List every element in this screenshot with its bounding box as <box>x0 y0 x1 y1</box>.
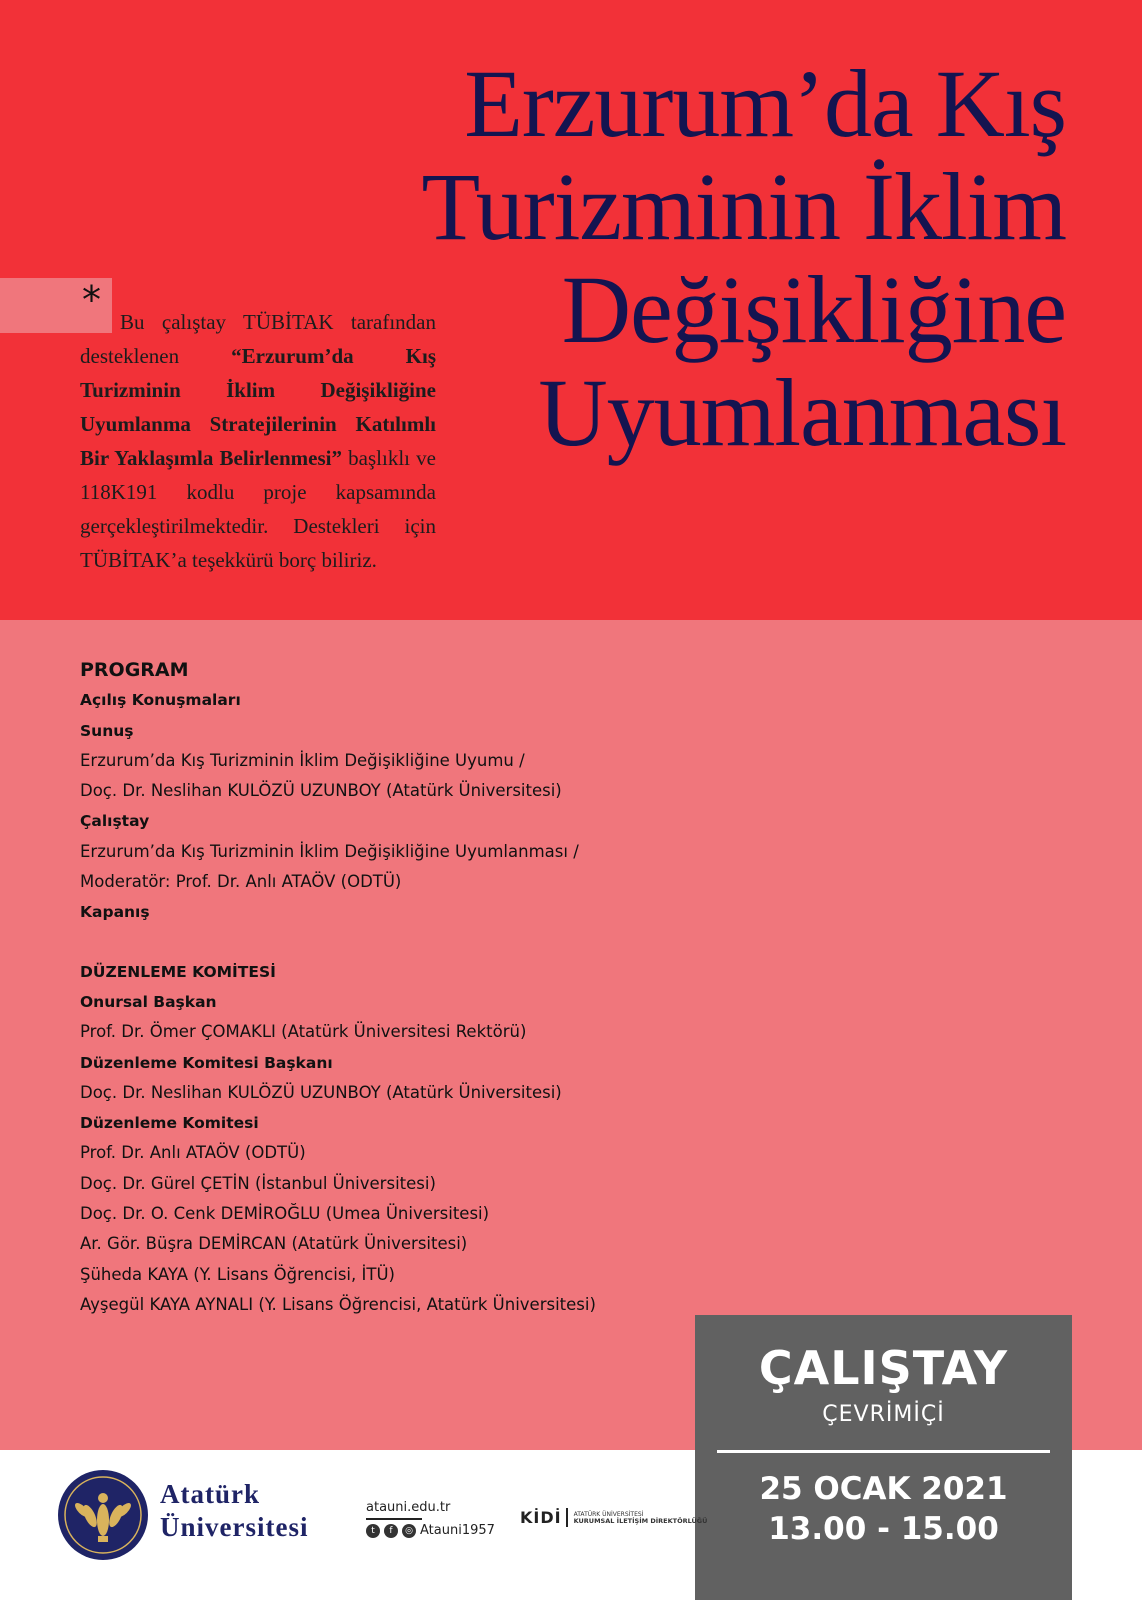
facebook-icon[interactable]: f <box>384 1524 398 1538</box>
members-heading: Düzenleme Komitesi <box>80 1114 259 1133</box>
workshop-heading: Çalıştay <box>80 812 150 831</box>
social-handle[interactable]: Atauni1957 <box>420 1523 495 1538</box>
presentation-title: Erzurum’da Kış Turizminin İklim Değişikliğine Uyumu / <box>80 750 525 770</box>
committee-member: Ayşegül KAYA AYNALI (Y. Lisans Öğrencisi, Atatürk Üniversitesi) <box>80 1294 596 1314</box>
committee-member: Ar. Gör. Büşra DEMİRCAN (Atatürk Üniversitesi) <box>80 1234 468 1254</box>
kidi-logo <box>520 1508 707 1527</box>
event-divider <box>717 1450 1050 1453</box>
committee-member: Prof. Dr. Anlı ATAÖV (ODTÜ) <box>80 1143 306 1163</box>
honorary-heading: Onursal Başkan <box>80 992 217 1011</box>
closing-heading: Kapanış <box>80 903 150 922</box>
twitter-icon[interactable]: t <box>366 1524 380 1538</box>
kidi-text <box>574 1511 708 1525</box>
website-link[interactable]: atauni.edu.tr <box>366 1500 451 1515</box>
kidi-line-2: KURUMSAL İLETİŞİM DİREKTÖRLÜĞÜ <box>573 1516 708 1525</box>
committee-member: Şüheda KAYA (Y. Lisans Öğrencisi, İTÜ) <box>80 1264 395 1284</box>
instagram-icon[interactable]: ◎ <box>402 1524 416 1538</box>
event-time: 13.00 - 15.00 <box>768 1511 999 1547</box>
title-line-2: Turizminin İklim <box>421 153 1066 260</box>
kidi-mark: KİDİ <box>520 1508 568 1527</box>
university-name-line-1: Atatürk <box>160 1479 260 1509</box>
committee-chair: Doç. Dr. Neslihan KULÖZÜ UZUNBOY (Atatürk Üniversitesi) <box>80 1082 562 1102</box>
workshop-title: Erzurum’da Kış Turizminin İklim Değişikliğine Uyumlanması / <box>80 841 579 861</box>
university-name-line-2: Üniversitesi <box>160 1512 309 1542</box>
committee-member: Doç. Dr. Gürel ÇETİN (İstanbul Üniversitesi) <box>80 1173 436 1193</box>
title-line-1: Erzurum’da Kış <box>464 50 1066 157</box>
section-gap <box>80 928 780 957</box>
kidi-line-1: ATATÜRK ÜNİVERSİTESİ <box>573 1510 644 1518</box>
note-intro: Bu çalıştay TÜBİTAK tarafından desteklenen <box>80 310 436 368</box>
committee-heading: DÜZENLEME KOMİTESİ <box>80 962 276 981</box>
committee-member: Doç. Dr. O. Cenk DEMİROĞLU (Umea Üniversitesi) <box>80 1204 490 1224</box>
title-line-3: Değişikliğine <box>561 256 1066 363</box>
tubitak-support-note <box>80 305 436 577</box>
website-underline <box>366 1518 422 1520</box>
program-section <box>80 655 780 1320</box>
university-name <box>160 1478 308 1544</box>
chair-heading: Düzenleme Komitesi Başkanı <box>80 1053 333 1072</box>
social-links <box>366 1523 495 1538</box>
honorary-chair: Prof. Dr. Ömer ÇOMAKLI (Atatürk Üniversitesi Rektörü) <box>80 1022 527 1042</box>
opening-heading: Açılış Konuşmaları <box>80 691 241 710</box>
note-project-title: “Erzurum’da Kış Turizminin İklim Değişikliğine Uyumlanma Stratejilerinin Katılımlı Bir Yaklaşımla Belirlenmesi” <box>80 344 436 470</box>
note-outro: başlıklı ve 118K191 kodlu proje kapsamında gerçekleştirilmektedir. Destekleri için TÜBİTAK’a teşekkürü borç biliriz. <box>80 446 436 572</box>
event-info-box <box>695 1315 1072 1600</box>
asterisk-mark: * <box>82 278 101 322</box>
title-line-4: Uyumlanması <box>538 359 1066 466</box>
event-type: ÇALIŞTAY <box>758 1341 1009 1395</box>
program-heading: PROGRAM <box>80 659 189 681</box>
workshop-moderator: Moderatör: Prof. Dr. Anlı ATAÖV (ODTÜ) <box>80 872 402 892</box>
university-seal-icon <box>58 1470 148 1560</box>
presentation-heading: Sunuş <box>80 721 134 740</box>
event-date: 25 OCAK 2021 <box>759 1471 1008 1507</box>
event-mode: ÇEVRİMİÇİ <box>822 1402 945 1427</box>
poster-title <box>421 52 1066 464</box>
presentation-speaker: Doç. Dr. Neslihan KULÖZÜ UZUNBOY (Atatürk Üniversitesi) <box>80 781 562 801</box>
